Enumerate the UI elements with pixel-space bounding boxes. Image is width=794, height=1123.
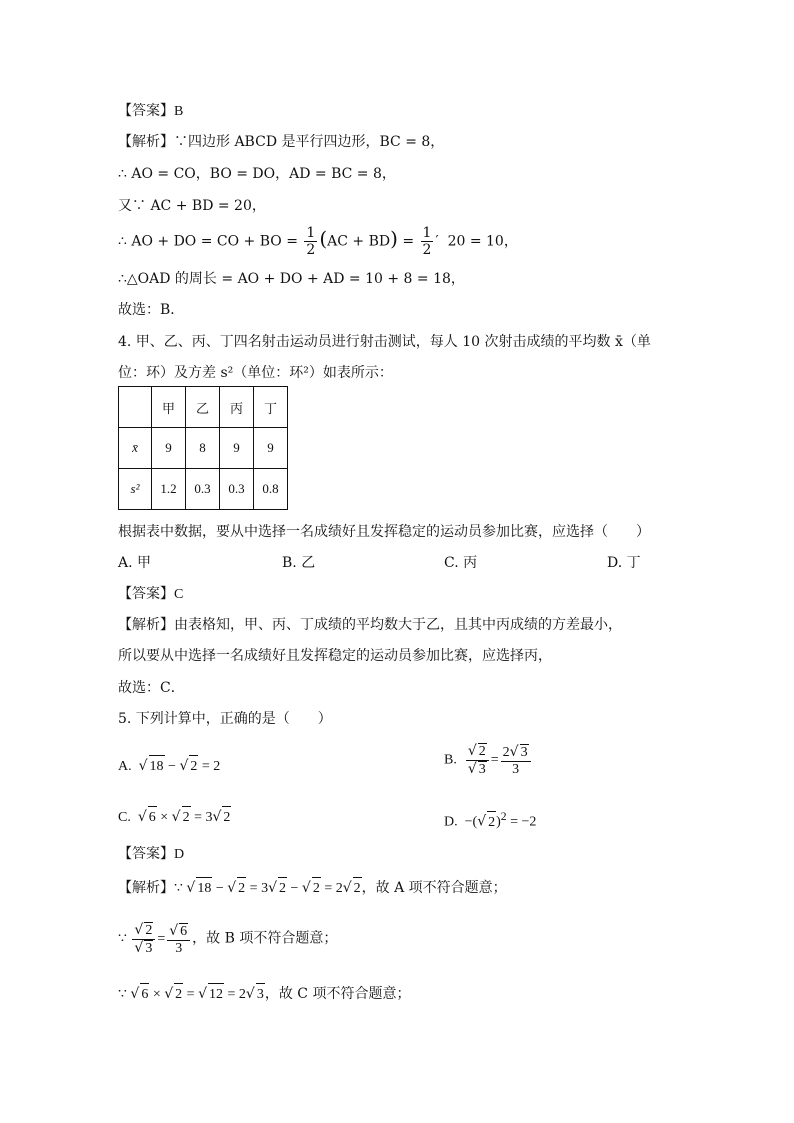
equation-left: ∴ AO + DO = CO + BO = <box>118 233 298 250</box>
analysis-line-2: ∴ AO = CO，BO = DO，AD = BC = 8， <box>118 166 396 182</box>
fraction-denominator-2: 2 <box>422 242 432 258</box>
analysis-text: ∵四边形 ABCD 是平行四边形，BC = 8， <box>174 134 445 150</box>
analysis-line-q5-2: ∵ $\frac{√ 2}{√ 3}$ = $\frac{√ 6}{3}$ ，故 B 项不符合题意； <box>118 922 338 956</box>
option-d[interactable]: D. −(√ 2)$^2$ = −2 <box>444 806 536 834</box>
option-a[interactable]: A. √ 18 − √ 2 = 2 <box>118 755 220 778</box>
answer-label: 【答案】 <box>118 586 174 602</box>
table-cell: 9 <box>152 428 186 469</box>
table-header-cell: 甲 <box>152 387 186 428</box>
analysis-label: 【解析】 <box>118 134 174 150</box>
table-cell: 0.8 <box>254 469 288 510</box>
table-cell: 9 <box>254 428 288 469</box>
analysis-note: ，故 C 项不符合题意； <box>264 986 411 1002</box>
row-label: s² <box>119 469 152 510</box>
answer-line-5 <box>118 843 184 866</box>
option-c[interactable]: C. 丙 <box>444 555 478 571</box>
question-4-stem-1: 4. 甲、乙、丙、丁四名射击运动员进行射击测试，每人 10 次射击成绩的平均数 x̄（单 <box>118 334 651 350</box>
equation-equals: = <box>402 233 415 250</box>
answer-value: D <box>174 847 185 862</box>
table-cell: 0.3 <box>220 469 254 510</box>
analysis-line-3: 又∵ AC + BD = 20， <box>118 198 266 214</box>
answer-line <box>118 100 183 123</box>
row-label: x̄ <box>119 428 152 469</box>
analysis-line-q5-3: ∵ √ 6 × √ 2 = √ 12 = 2√ 3，故 C 项不符合题意； <box>118 983 410 1006</box>
question-4-prompt: 根据表中数据，要从中选择一名成绩好且发挥稳定的运动员参加比赛，应选择（ ） <box>118 524 650 540</box>
option-label: D. <box>444 814 458 830</box>
answer-value: C <box>174 587 184 602</box>
fraction-half <box>304 225 317 258</box>
analysis-line-q4-2: 所以要从中选择一名成绩好且发挥稳定的运动员参加比赛，应选择丙， <box>118 648 552 664</box>
option-a[interactable]: A. 甲 <box>118 555 152 571</box>
table-cell: 1.2 <box>152 469 186 510</box>
fraction-numerator: 1 <box>306 225 316 241</box>
table-row <box>119 469 288 510</box>
analysis-line-q4-1 <box>118 614 622 636</box>
table-header-cell: 丁 <box>254 387 288 428</box>
answer-line-4 <box>118 583 183 606</box>
table-header-cell: 乙 <box>186 387 220 428</box>
option-c[interactable]: C. √ 6 × √ 2 = 3√ 2 <box>118 806 231 829</box>
equation-right: 20 = 10， <box>447 233 518 250</box>
table-header-cell <box>119 387 152 428</box>
analysis-line <box>118 131 444 153</box>
fraction-half-2 <box>421 225 434 258</box>
equation-paren: AC + BD <box>327 233 391 250</box>
stats-table <box>118 386 288 510</box>
table-header-row <box>119 387 288 428</box>
option-b[interactable]: B. 乙 <box>282 555 316 571</box>
answer-value: B <box>174 104 184 119</box>
analysis-line-5: ∴△OAD 的周长 = AO + DO + AD = 10 + 8 = 18， <box>118 271 465 287</box>
table-cell: 8 <box>186 428 220 469</box>
table-cell: 9 <box>220 428 254 469</box>
analysis-label: 【解析】 <box>118 880 174 896</box>
option-label: B. <box>444 752 457 768</box>
question-4-stem-2: 位：环）及方差 s²（单位：环²）如表所示： <box>118 365 393 381</box>
answer-label: 【答案】 <box>118 846 174 862</box>
analysis-line-4: ∴ AO + DO = CO + BO = $\frac{1}{2}$ (AC + BD) = $\frac{1}{2}$ ′ 20 = 10， <box>118 225 518 258</box>
option-d[interactable]: D. 丁 <box>607 555 641 571</box>
option-label: A. <box>118 759 132 774</box>
fraction-numerator-2: 1 <box>422 225 432 241</box>
conclusion-q4: 故选：C． <box>118 680 185 696</box>
analysis-text: 由表格知，甲、丙、丁成绩的平均数大于乙，且其中丙成绩的方差最小， <box>174 617 622 633</box>
analysis-note: ，故 B 项不符合题意； <box>192 930 338 947</box>
option-label: C. <box>118 810 131 825</box>
table-header-cell: 丙 <box>220 387 254 428</box>
answer-label: 【答案】 <box>118 103 174 119</box>
analysis-note: ，故 A 项不符合题意； <box>361 880 507 896</box>
table-row <box>119 428 288 469</box>
fraction-denominator: 2 <box>306 242 316 258</box>
table-cell: 0.3 <box>186 469 220 510</box>
analysis-label: 【解析】 <box>118 617 174 633</box>
option-b[interactable]: B. $\frac{√ 2}{√ 3}$ = $\frac{2√ 3}{3}$ <box>444 743 533 778</box>
question-5-stem: 5. 下列计算中，正确的是（ ） <box>118 711 332 727</box>
conclusion: 故选：B． <box>118 302 185 318</box>
analysis-line-q5-1: 【解析】∵ √ 18 − √ 2 = 3√ 2 − √ 2 = 2√ 2，故 A 项不符合题意； <box>118 877 507 900</box>
